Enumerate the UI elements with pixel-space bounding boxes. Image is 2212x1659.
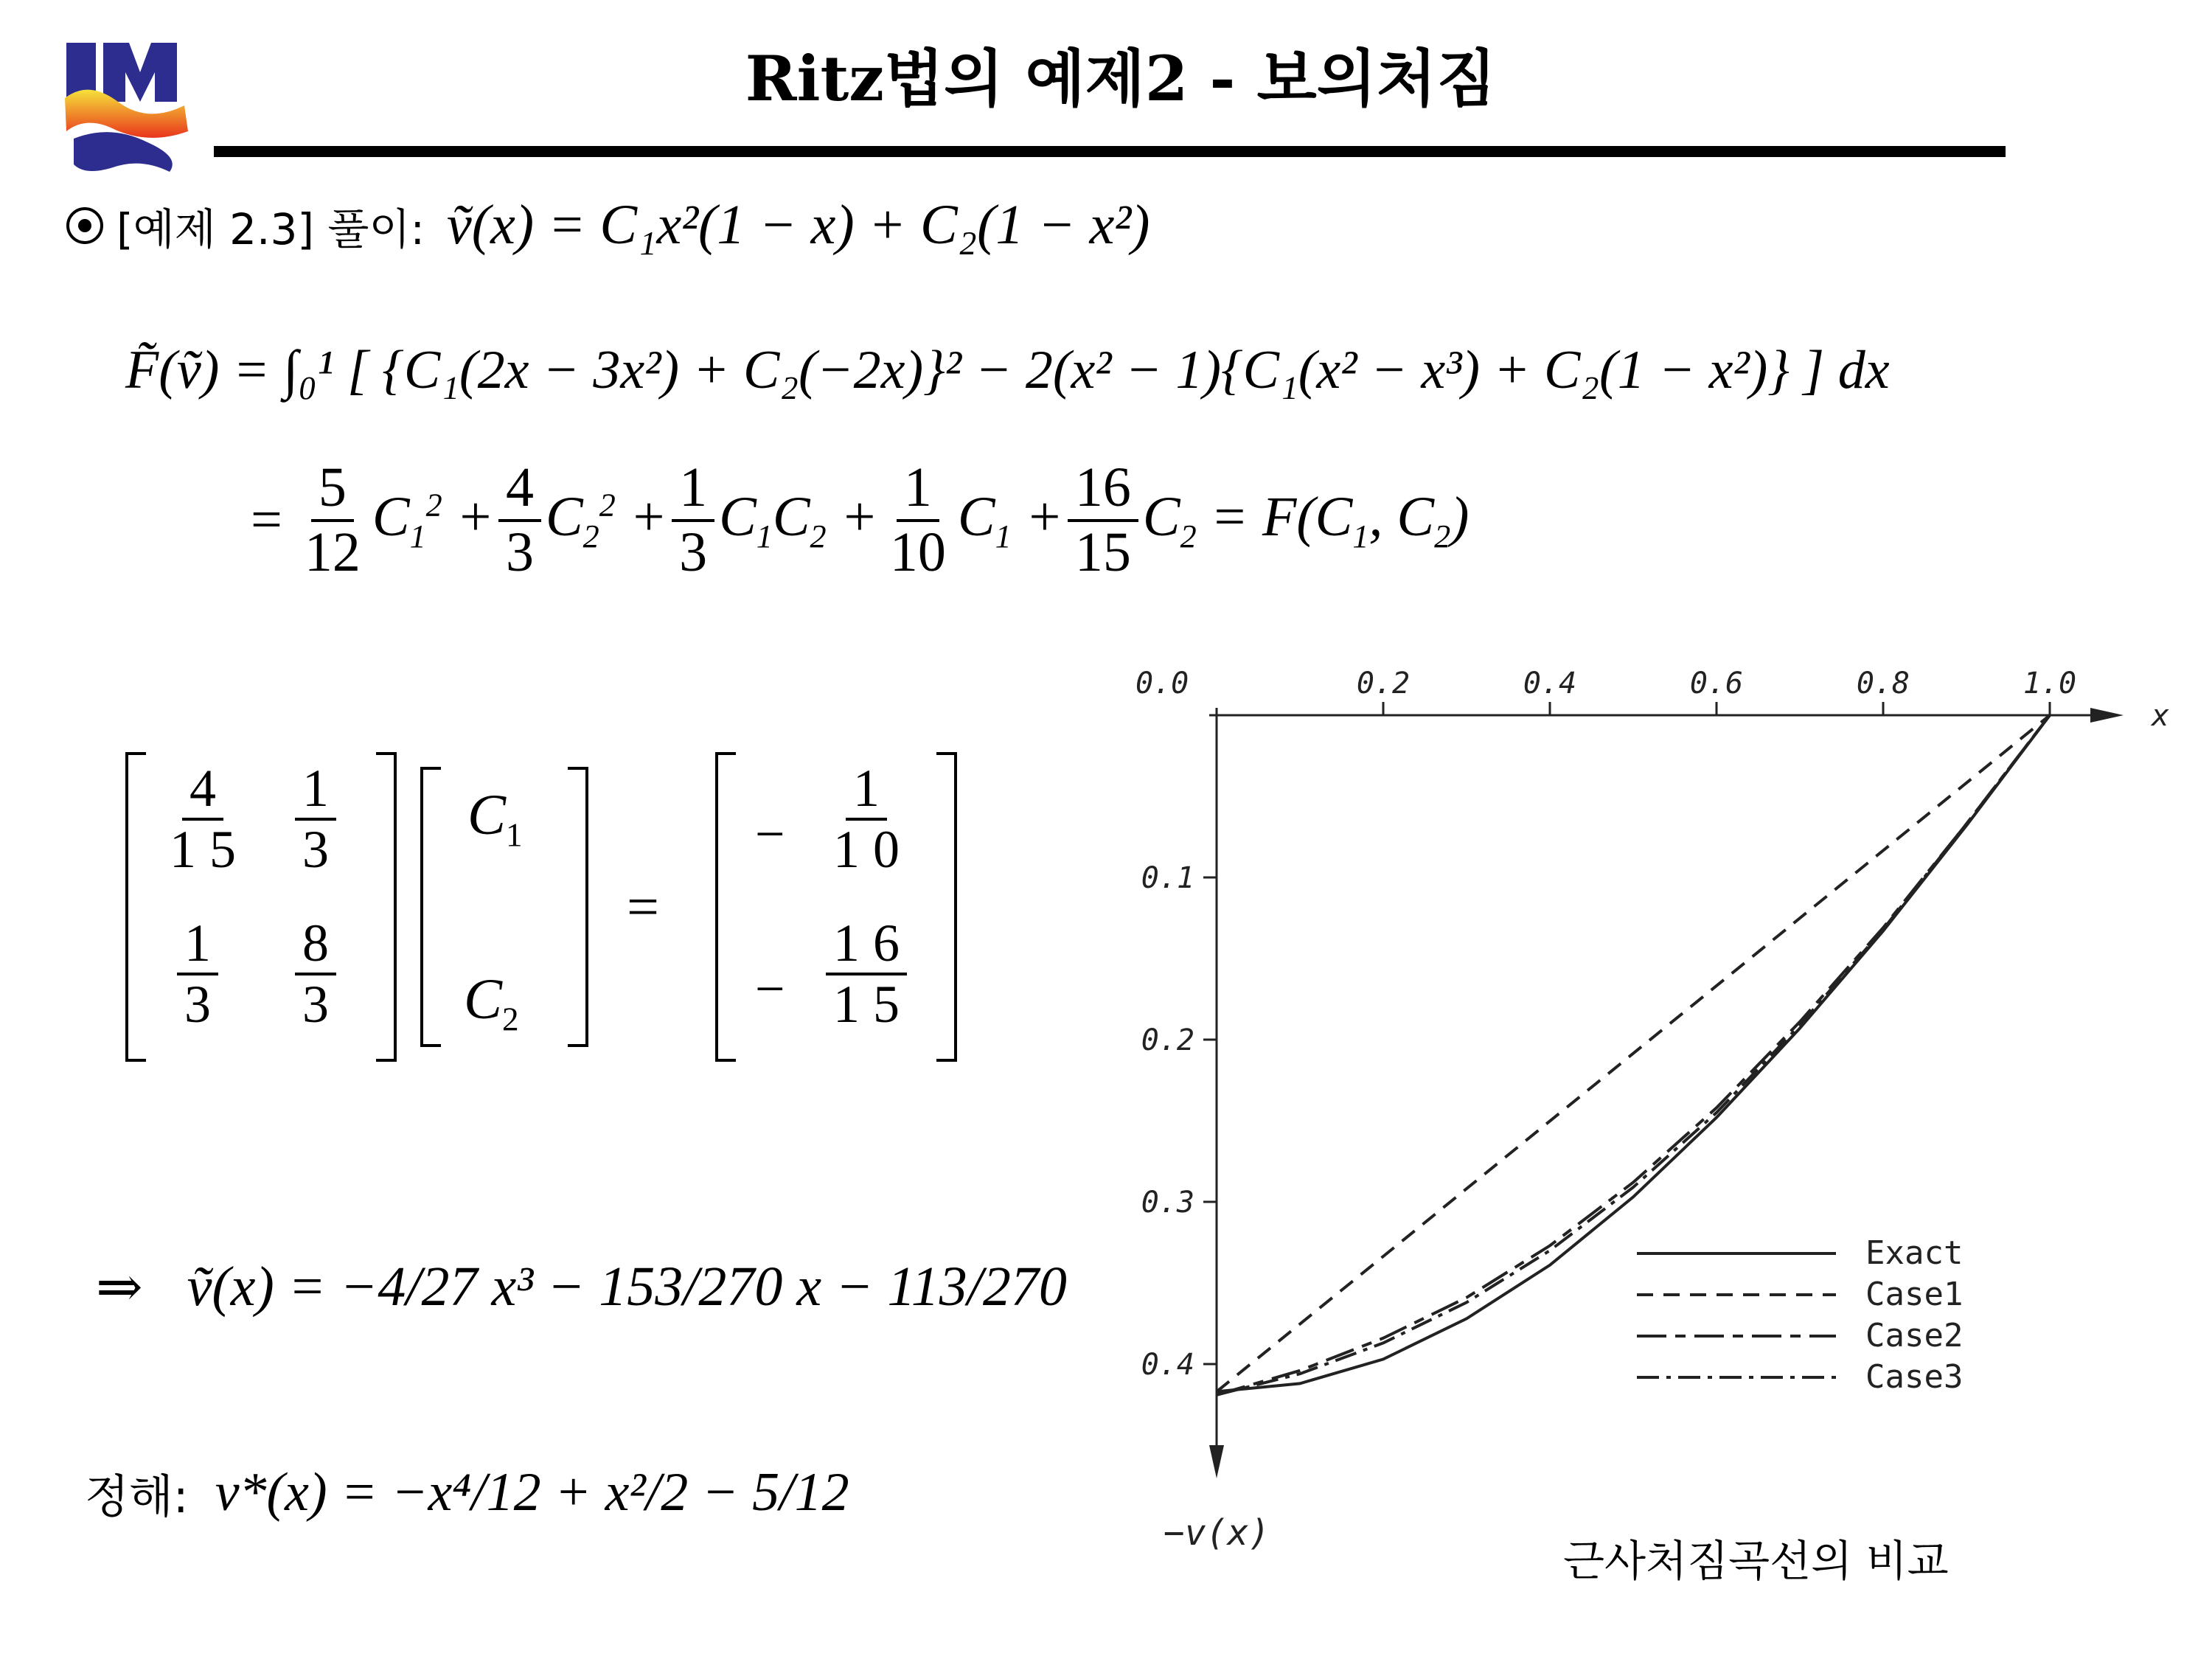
y-axis-label: −v(x)	[1163, 1512, 1270, 1554]
unknown-c1: $C_1$	[467, 782, 523, 854]
coefficient-matrix	[125, 752, 397, 1062]
title-divider	[214, 146, 2006, 157]
x-tick-label: 0.6	[1689, 667, 1744, 700]
x-tick-label: 1.0	[2023, 667, 2077, 700]
matrix-cell: $\frac{4}{1 5}$	[170, 759, 236, 880]
rhs-cell: $\frac{1}{1 0}$	[833, 759, 900, 880]
implies-arrow: ⇒	[96, 1256, 143, 1318]
x-tick-label: 0.0	[1135, 667, 1189, 700]
matrix-cell: $\frac{1}{3}$	[177, 914, 218, 1034]
x-axis-label: x	[2151, 699, 2170, 733]
rhs-vector: − $\frac{1}{1 0}$ − $\frac{1 6}{1 5}$	[715, 752, 957, 1062]
exact-expression: v*(x) = −x⁴/12 + x²/2 − 5/12	[215, 1462, 849, 1523]
exact-solution	[85, 1460, 849, 1526]
legend-label-case1: Case1	[1865, 1276, 1964, 1313]
term: $C_2 = F(C_1$, $C_2$)	[1142, 486, 1470, 555]
deflection-chart	[1106, 634, 2197, 1585]
y-tick-label: 0.3	[1141, 1186, 1194, 1220]
rhs-cell: $\frac{1 6}{1 5}$	[826, 914, 907, 1034]
term: $C_2^2$ +	[545, 486, 668, 555]
x-axis-arrow	[2090, 708, 2124, 723]
y-tick-label: 0.2	[1141, 1023, 1194, 1057]
fraction: $\frac{16}{15}$	[1068, 457, 1138, 583]
legend-label-case3: Case3	[1865, 1358, 1964, 1396]
term: $C_1^2$ +	[372, 486, 494, 555]
matrix-cell: $\frac{8}{3}$	[295, 914, 336, 1034]
equals-sign: =	[627, 874, 659, 939]
legend-label-exact: Exact	[1865, 1234, 1964, 1272]
y-tick-label: 0.1	[1141, 861, 1194, 895]
exact-label: 정해:	[85, 1470, 189, 1523]
chart-caption: 근사처짐곡선의 비교	[1563, 1536, 1949, 1586]
x-tick-label: 0.4	[1523, 667, 1577, 700]
fraction: $\frac{1}{10}$	[889, 456, 946, 583]
approx-solution	[96, 1253, 1067, 1320]
y-axis-arrow	[1209, 1445, 1224, 1478]
logo	[59, 28, 199, 175]
matrix-cell: $\frac{1}{3}$	[295, 759, 336, 879]
matrix-equation	[125, 752, 973, 1062]
fraction: $\frac{4}{3}$	[498, 457, 541, 583]
x-tick-label: 0.8	[1856, 667, 1910, 700]
fraction: $\frac{1}{3}$	[672, 457, 714, 583]
assumed-solution: ṽ(x) = C₁x²(1 − x) + C₂(1 − x²)	[447, 194, 1150, 256]
equals-sign: =	[251, 489, 282, 552]
legend-label-case2: Case2	[1865, 1317, 1964, 1354]
fraction: $\frac{5}{12}$	[304, 456, 361, 583]
x-tick-label: 0.2	[1356, 667, 1411, 700]
problem-line	[66, 193, 1150, 257]
unknown-vector	[420, 767, 588, 1047]
functional-integral: F̃(ṽ) = ∫₀¹ [ {C₁(2x − 3x²) + C₂(−2x)}² − 2(x² − 1){C₁(x² − x³) + C₂(1 − x²)} ] dx	[125, 340, 1890, 400]
y-tick-label: 0.4	[1141, 1348, 1194, 1382]
unknown-c2: $C_2$	[464, 967, 519, 1038]
circled-dot-icon	[66, 207, 103, 244]
term: $C_1$ +	[957, 486, 1063, 555]
approx-expression: ṽ(x) = −4/27 x³ − 153/270 x − 113/270	[187, 1255, 1067, 1318]
problem-label: [예제 2.3] 풀이:	[116, 204, 425, 254]
functional-expanded	[251, 457, 1469, 583]
slide-title: Ritz법의 예제2 - 보의처짐	[745, 42, 1497, 115]
term: $C_1C_2$ +	[719, 486, 878, 555]
